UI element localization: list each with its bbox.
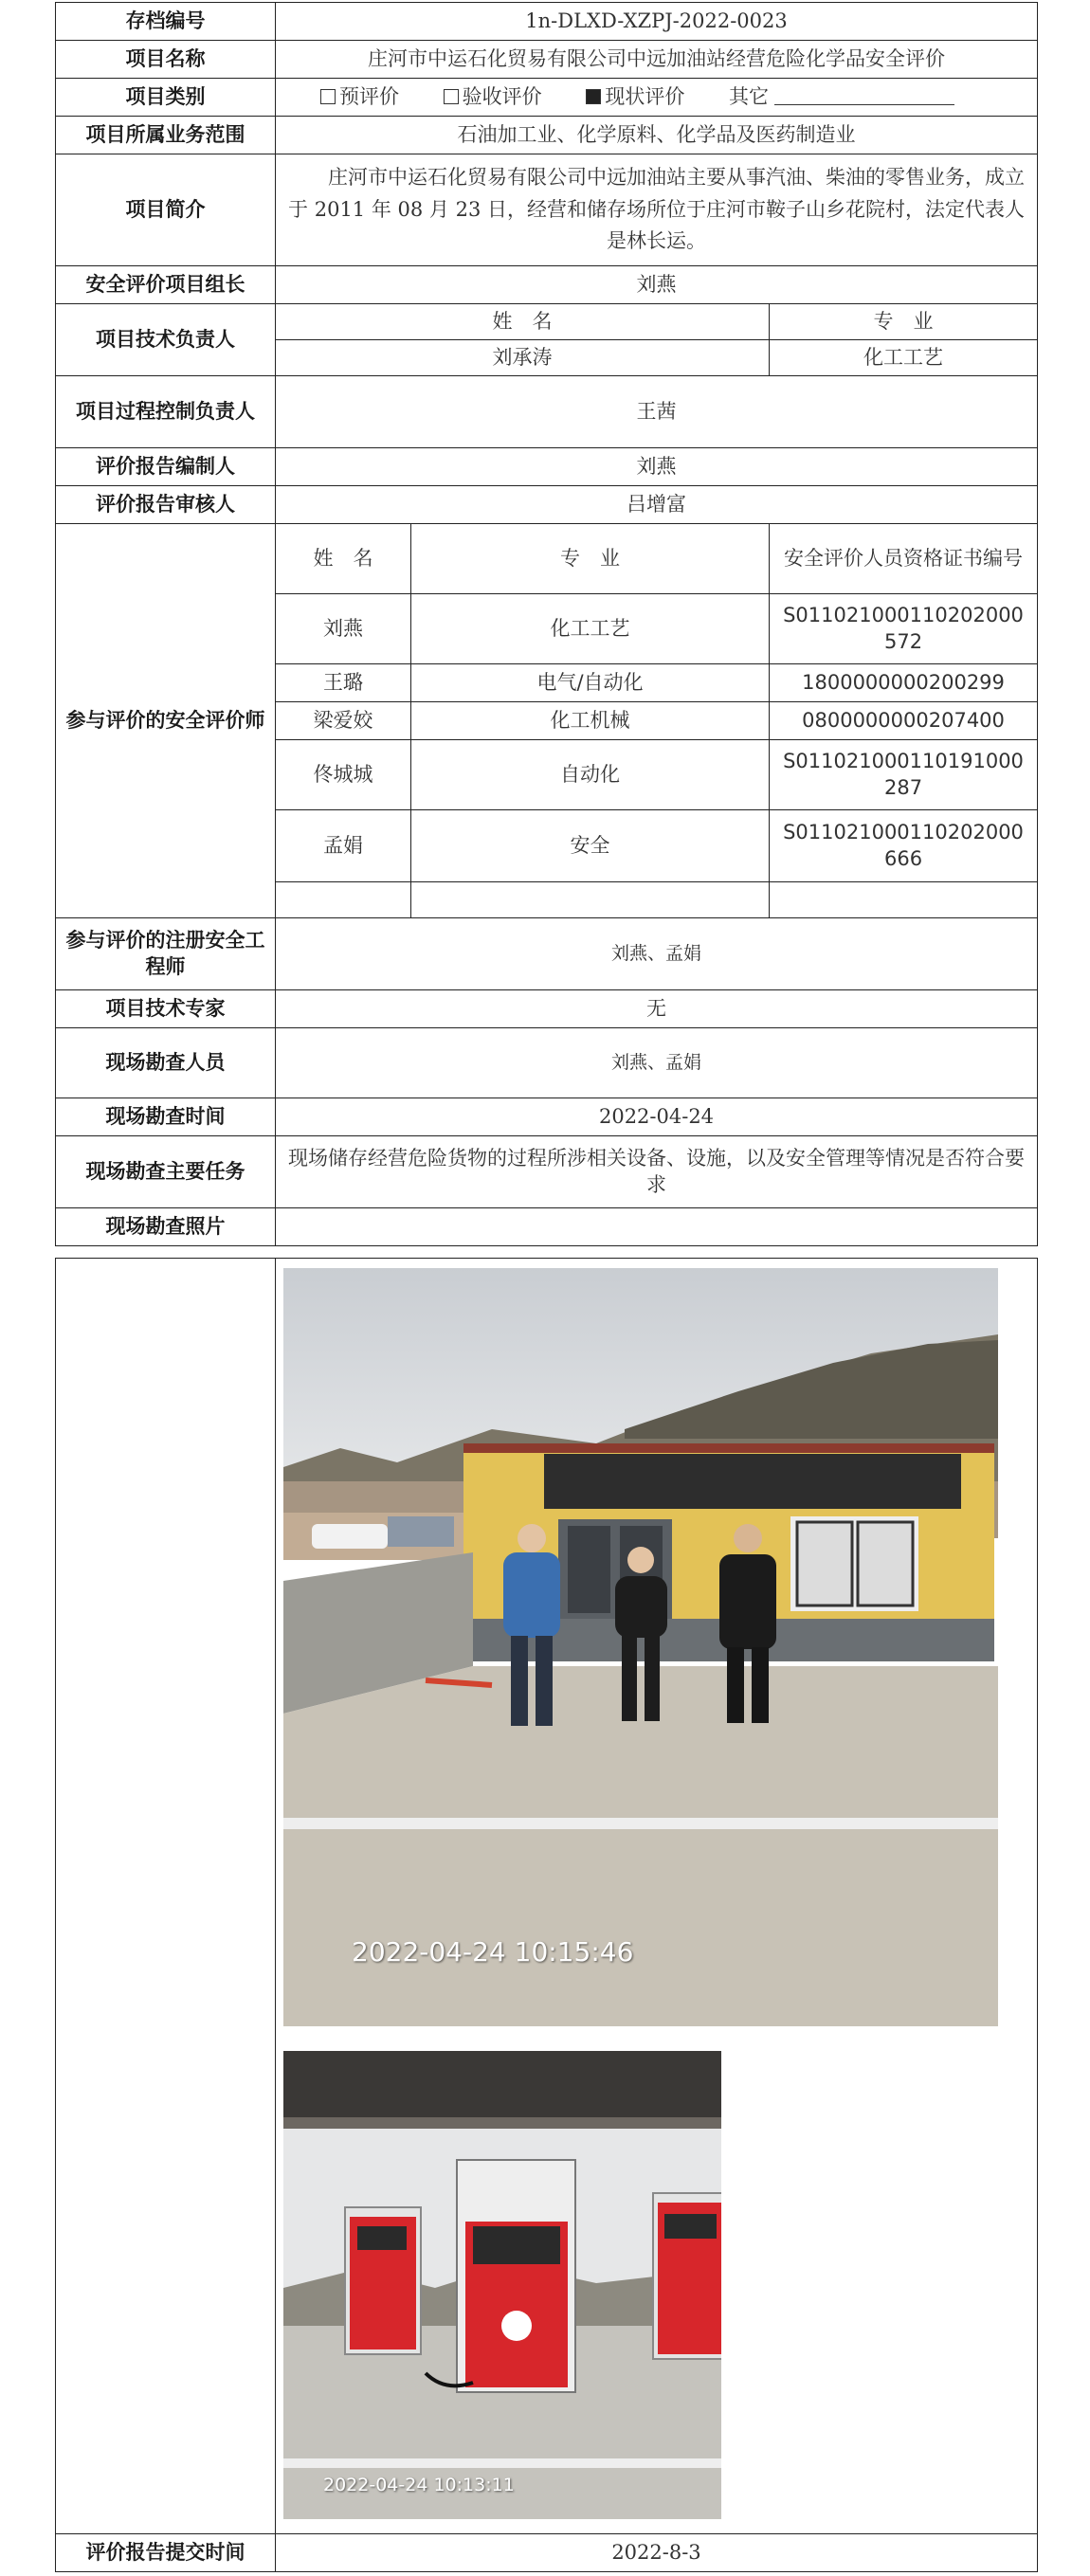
evaluator-cert: 0800000000207400 — [770, 702, 1038, 740]
evaluator-cert: 1800000000200299 — [770, 664, 1038, 702]
evaluator-name: 孟娟 — [276, 810, 411, 882]
process-control-label: 项目过程控制负责人 — [56, 376, 276, 448]
process-control-value: 王茜 — [276, 376, 1038, 448]
blank-line — [774, 87, 954, 105]
evaluation-record-sheet — [55, 2, 1037, 2572]
evaluator-name: 王璐 — [276, 664, 411, 702]
summary-label: 项目简介 — [56, 154, 276, 266]
project-name-label: 项目名称 — [56, 41, 276, 79]
report-author-label: 评价报告编制人 — [56, 448, 276, 486]
business-scope-label: 项目所属业务范围 — [56, 117, 276, 154]
project-type-options — [276, 79, 1038, 117]
option-status-evaluation — [586, 85, 684, 108]
report-reviewer-value: 吕增富 — [276, 486, 1038, 524]
site-survey-photo-staff — [283, 1268, 998, 2026]
site-survey-photo-pumps — [283, 2051, 721, 2519]
archive-no-value: 1n-DLXD-XZPJ-2022-0023 — [276, 3, 1038, 41]
evaluator-major-header: 专 业 — [411, 524, 770, 594]
tech-lead-label: 项目技术负责人 — [56, 304, 276, 376]
checkbox-icon — [320, 89, 336, 104]
pump-photo-illustration — [283, 2051, 721, 2519]
evaluator-name-header: 姓 名 — [276, 524, 411, 594]
survey-time-label: 现场勘查时间 — [56, 1098, 276, 1136]
tech-lead-name: 刘承涛 — [276, 340, 770, 376]
survey-task-value: 现场储存经营危险货物的过程所涉相关设备、设施，以及安全管理等情况是否符合要求 — [276, 1136, 1038, 1208]
evaluator-major: 化工工艺 — [411, 594, 770, 664]
survey-staff-label: 现场勘查人员 — [56, 1028, 276, 1098]
photo-timestamp: 2022-04-24 10:15:46 — [352, 1936, 634, 1968]
team-leader-value: 刘燕 — [276, 266, 1038, 304]
tech-expert-label: 项目技术专家 — [56, 990, 276, 1028]
option-acceptance-evaluation — [444, 85, 542, 108]
report-reviewer-label: 评价报告审核人 — [56, 486, 276, 524]
photo-timestamp: 2022-04-24 10:13:11 — [323, 2475, 515, 2495]
evaluator-major: 电气/自动化 — [411, 664, 770, 702]
survey-photos-empty — [276, 1208, 1038, 1246]
survey-time-value: 2022-04-24 — [276, 1098, 1038, 1136]
tech-lead-name-header: 姓 名 — [276, 304, 770, 340]
evaluator-major: 安全 — [411, 810, 770, 882]
submit-time-value: 2022-8-3 — [276, 2534, 1038, 2572]
project-type-label: 项目类别 — [56, 79, 276, 117]
evaluator-major: 化工机械 — [411, 702, 770, 740]
tech-expert-value: 无 — [276, 990, 1038, 1028]
option-label: 现状评价 — [605, 84, 685, 108]
option-pre-evaluation — [320, 85, 399, 108]
checked-box-icon — [586, 89, 601, 104]
option-label: 验收评价 — [462, 84, 542, 108]
summary-value: 庄河市中运石化贸易有限公司中远加油站主要从事汽油、柴油的零售业务，成立于 2011 年 08 月 23 日，经营和储存场所位于庄河市鞍子山乡花院村，法定代表人是林长运。 — [276, 154, 1038, 266]
checkbox-icon — [444, 89, 459, 104]
archive-no-label: 存档编号 — [56, 3, 276, 41]
evaluator-cert: S011021000110202000572 — [770, 594, 1038, 664]
evaluator-cert: S011021000110202000666 — [770, 810, 1038, 882]
survey-task-label: 现场勘查主要任务 — [56, 1136, 276, 1208]
tech-lead-major: 化工工艺 — [770, 340, 1038, 376]
option-label: 其它 — [729, 84, 770, 108]
tech-lead-major-header: 专 业 — [770, 304, 1038, 340]
report-author-value: 刘燕 — [276, 448, 1038, 486]
evaluators-label: 参与评价的安全评价师 — [56, 524, 276, 918]
evaluator-name: 梁爱姣 — [276, 702, 411, 740]
registered-engineers-value: 刘燕、孟娟 — [276, 918, 1038, 990]
site-photo-illustration — [283, 1268, 998, 2026]
photo-table-label-cell — [56, 1259, 276, 2534]
option-other — [729, 85, 954, 108]
registered-engineers-label: 参与评价的注册安全工程师 — [56, 918, 276, 990]
photo-table — [55, 1258, 1038, 2572]
survey-photos-label: 现场勘查照片 — [56, 1208, 276, 1246]
submit-time-label: 评价报告提交时间 — [56, 2534, 276, 2572]
evaluator-name: 刘燕 — [276, 594, 411, 664]
option-label: 预评价 — [338, 84, 399, 108]
survey-staff-value: 刘燕、孟娟 — [276, 1028, 1038, 1098]
empty-cell — [411, 882, 770, 918]
business-scope-value: 石油加工业、化学原料、化学品及医药制造业 — [276, 117, 1038, 154]
evaluator-major: 自动化 — [411, 740, 770, 810]
team-leader-label: 安全评价项目组长 — [56, 266, 276, 304]
project-info-table — [55, 2, 1038, 1246]
empty-cell — [770, 882, 1038, 918]
evaluator-cert: S011021000110191000287 — [770, 740, 1038, 810]
evaluator-name: 佟城城 — [276, 740, 411, 810]
photo-cell — [276, 1259, 1038, 2534]
empty-cell — [276, 882, 411, 918]
project-name-value: 庄河市中运石化贸易有限公司中远加油站经营危险化学品安全评价 — [276, 41, 1038, 79]
evaluator-cert-header: 安全评价人员资格证书编号 — [770, 524, 1038, 594]
